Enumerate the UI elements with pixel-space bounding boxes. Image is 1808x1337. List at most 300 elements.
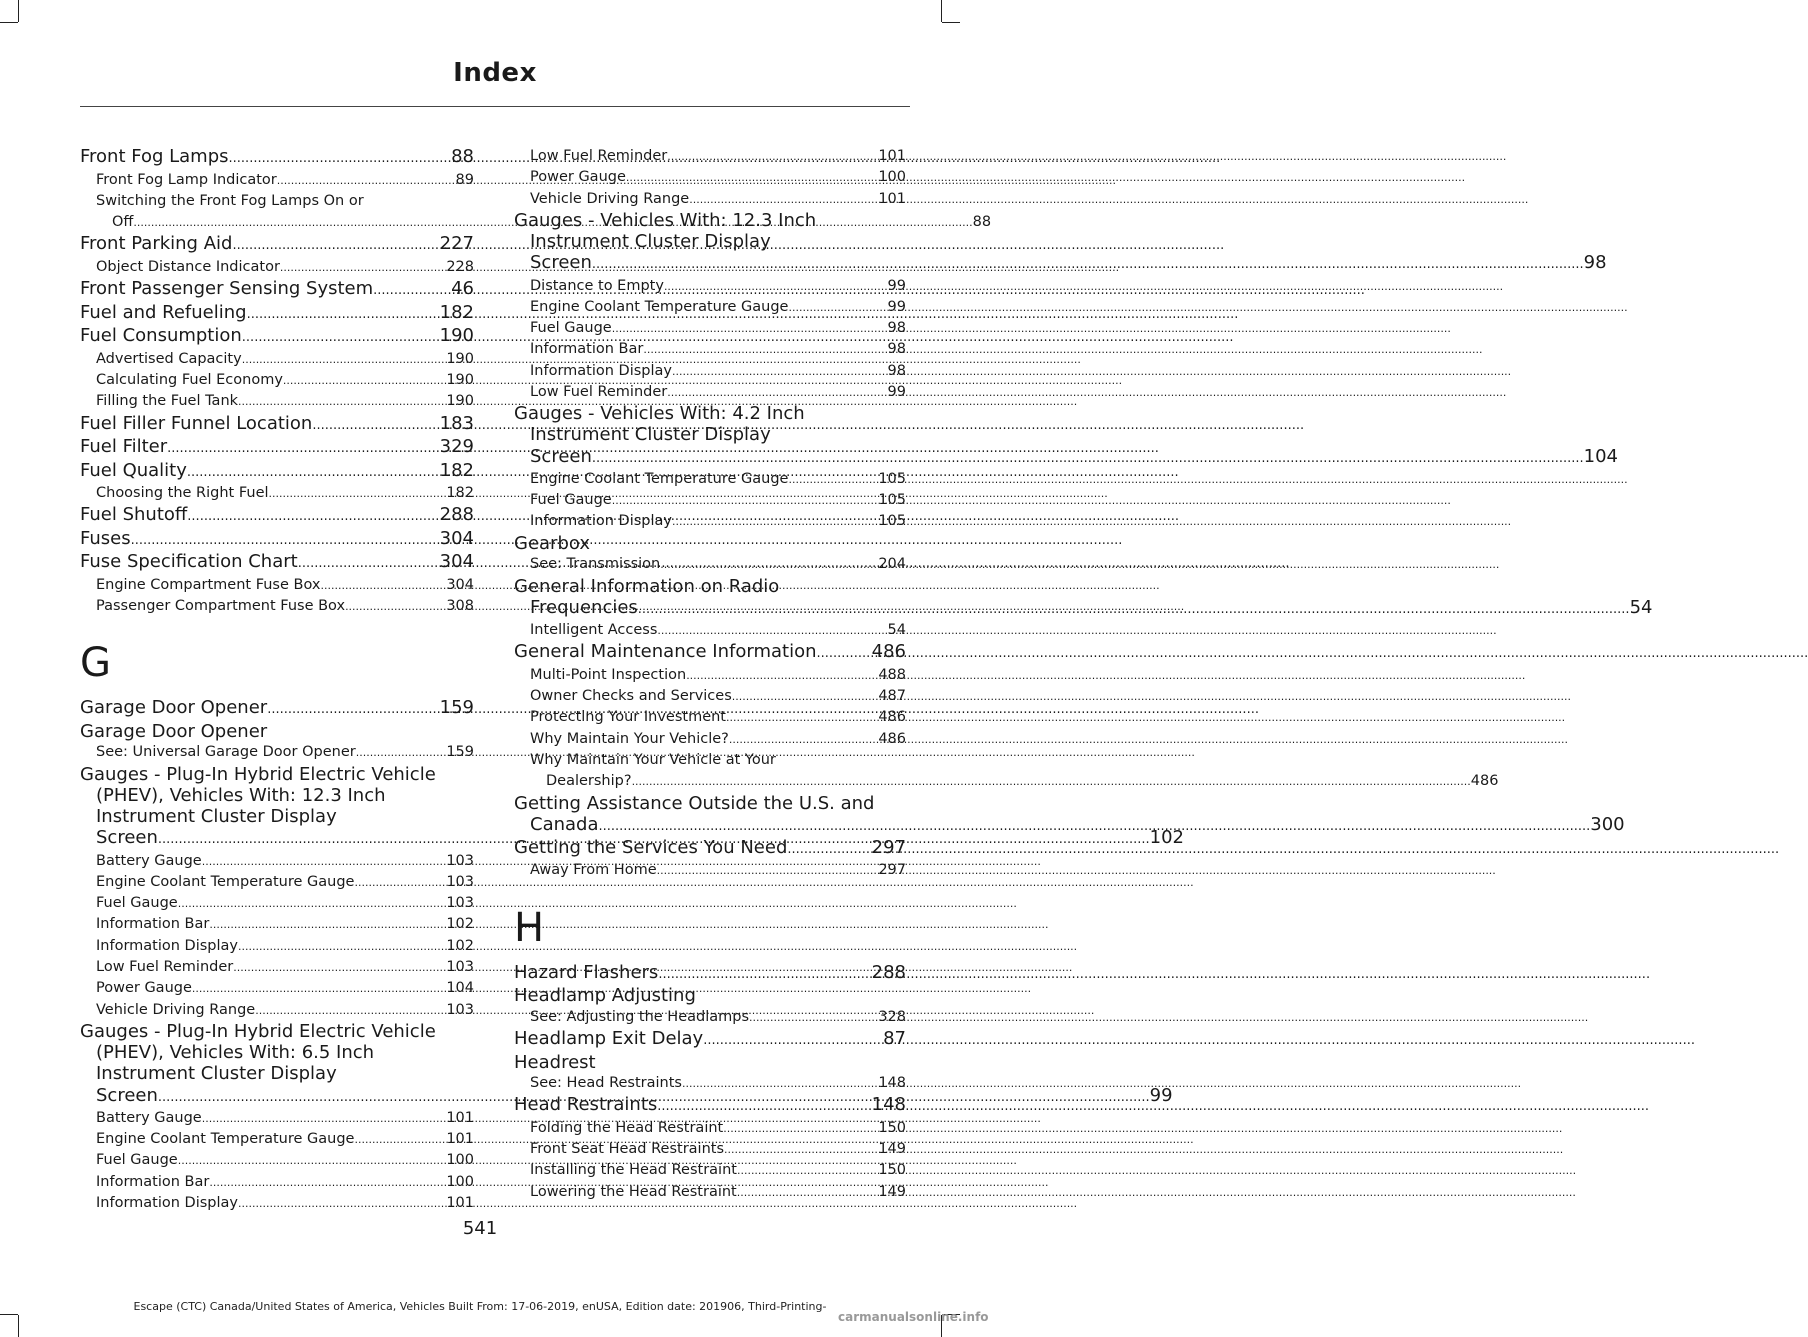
entry-page-number: 102: [446, 916, 474, 933]
entry-page-number: 148: [871, 1094, 906, 1116]
entry-page-number: 101: [446, 1131, 474, 1148]
entry-page-number: 288: [871, 961, 906, 983]
dot-leader: [657, 1096, 871, 1118]
crop-mark: [18, 1315, 19, 1337]
index-subentry[interactable]: [514, 686, 906, 707]
index-entry[interactable]: [80, 460, 474, 484]
dot-leader: [298, 553, 440, 575]
entry-label: Garage Door Opener: [80, 697, 268, 719]
index-entry[interactable]: [514, 962, 906, 986]
dot-leader: [737, 1182, 879, 1203]
index-subentry[interactable]: [514, 382, 906, 403]
entry-label: Engine Coolant Temperature Gauge: [530, 470, 789, 487]
dot-leader: [242, 327, 440, 349]
entry-label: Engine Coolant Temperature Gauge: [96, 1131, 355, 1148]
entry-label: Headlamp Exit Delay: [514, 1028, 704, 1050]
index-entry-heading: Garage Door Opener: [80, 720, 268, 742]
index-entry[interactable]: [80, 528, 474, 552]
entry-page-number: 329: [439, 436, 474, 458]
section-letter-h: H: [514, 904, 545, 951]
entry-label: Gauges - Vehicles With: 12.3 Inch Instrument Cluster Display: [514, 209, 817, 253]
entry-page-number: 105: [878, 470, 906, 487]
index-subentry[interactable]: [514, 490, 906, 511]
dot-leader: [187, 506, 439, 528]
entry-label: Owner Checks and Services: [530, 688, 732, 705]
index-entry[interactable]: [514, 837, 906, 861]
dot-leader: [242, 349, 447, 370]
entry-page-number: 103: [446, 873, 474, 890]
index-subentry[interactable]: [80, 170, 474, 191]
entry-label: Information Bar: [530, 341, 644, 358]
entry-label: Front Fog Lamp Indicator: [96, 171, 277, 188]
entry-label: Fuel Gauge: [96, 1152, 178, 1169]
entry-page-number: 150: [878, 1162, 906, 1179]
dot-leader: [638, 599, 1630, 620]
entry-label: Head Restraints: [514, 1094, 658, 1116]
entry-page-number: 98: [887, 341, 906, 358]
entry-label-end: Off: [112, 214, 134, 231]
entry-page-number: 105: [878, 513, 906, 530]
header-divider: [80, 106, 910, 107]
dot-leader: [280, 257, 446, 278]
page-number: 541: [462, 1218, 498, 1239]
dot-leader: [255, 1000, 446, 1021]
index-entry[interactable]: [514, 641, 906, 665]
entry-label: Fuel and Refueling: [80, 301, 247, 323]
index-subentry[interactable]: [80, 851, 474, 872]
entry-page-number: 87: [883, 1028, 906, 1050]
dot-leader: [749, 1007, 878, 1028]
entry-label: See: Adjusting the Headlamps: [530, 1008, 750, 1025]
entry-group-h: [514, 962, 906, 1203]
index-entry[interactable]: [514, 575, 1653, 620]
crop-mark: [0, 22, 18, 23]
dot-leader: [277, 170, 456, 191]
index-entry[interactable]: [514, 1094, 906, 1118]
entry-label: Passenger Compartment Fuse Box: [96, 598, 346, 615]
entry-page-number: 89: [455, 171, 474, 188]
entry-page-number: 104: [446, 980, 474, 997]
index-subentry[interactable]: [514, 146, 906, 167]
dot-leader: [664, 276, 888, 297]
dot-leader: [592, 448, 1584, 469]
entry-page-number: 100: [446, 1173, 474, 1190]
entry-label: See: Universal Garage Door Opener: [96, 744, 356, 761]
entry-label: See: Head Restraints: [530, 1075, 682, 1092]
index-subentry[interactable]: [80, 370, 474, 391]
watermark: carmanualsonline.info: [838, 1310, 989, 1324]
entry-page-number: 304: [439, 527, 474, 549]
entry-label: Object Distance Indicator: [96, 258, 280, 275]
entry-page-number: 159: [439, 697, 474, 719]
dot-leader: [192, 978, 446, 999]
entry-label: Switching the Front Fog Lamps On or: [96, 192, 364, 209]
entry-label: Calculating Fuel Economy: [96, 371, 283, 388]
entry-label: Front Passenger Sensing System: [80, 278, 374, 300]
dot-leader: [737, 1160, 878, 1181]
dot-leader: [599, 816, 1591, 837]
entry-page-number: 486: [878, 730, 906, 747]
entry-page-number: 297: [878, 862, 906, 879]
entry-label-end: Screen: [530, 252, 592, 274]
index-subentry[interactable]: [80, 936, 474, 957]
entry-page-number: 182: [439, 301, 474, 323]
entry-label: Installing the Head Restraint: [530, 1162, 737, 1179]
crop-mark: [942, 22, 960, 23]
entry-label: Power Gauge: [96, 980, 192, 997]
entry-label: General Information on Radio: [514, 575, 780, 597]
entry-page-number: 328: [878, 1008, 906, 1025]
dot-leader: [202, 1108, 447, 1129]
entry-page-number: 300: [1590, 813, 1625, 835]
entry-page-number: 101: [878, 190, 906, 207]
dot-leader: [229, 148, 452, 170]
entry-label: Fuses: [80, 527, 131, 549]
index-subentry[interactable]: [514, 167, 906, 188]
entry-label: Vehicle Driving Range: [96, 1001, 256, 1018]
dot-leader: [788, 469, 878, 490]
index-subentry[interactable]: [514, 1073, 906, 1094]
index-entry[interactable]: [80, 436, 474, 460]
entry-page-number: 46: [451, 278, 474, 300]
dot-leader: [817, 643, 872, 665]
entry-page-number: 99: [887, 298, 906, 315]
entry-label: Intelligent Access: [530, 621, 658, 638]
dot-leader: [672, 361, 888, 382]
index-subentry[interactable]: [514, 1118, 906, 1139]
entry-page-number: 101: [446, 1109, 474, 1126]
dot-leader: [686, 665, 878, 686]
entry-label: Information Bar: [96, 1173, 210, 1190]
entry-page-number: 488: [878, 666, 906, 683]
index-subentry[interactable]: [514, 1007, 906, 1028]
section-letter-g: G: [80, 640, 111, 687]
index-subentry[interactable]: [80, 1193, 474, 1214]
index-subentry[interactable]: [514, 361, 906, 382]
index-subentry[interactable]: [514, 511, 906, 532]
entry-label: Power Gauge: [530, 169, 626, 186]
dot-leader: [643, 339, 887, 360]
index-subentry[interactable]: [80, 1108, 474, 1129]
index-subentry[interactable]: [80, 742, 474, 763]
entry-label-continuation: [530, 252, 1607, 275]
entry-page-number: 304: [439, 551, 474, 573]
index-subentry[interactable]: [514, 339, 906, 360]
dot-leader: [202, 851, 447, 872]
entry-page-number: 182: [439, 459, 474, 481]
entry-label-end: Screen: [96, 827, 158, 849]
dot-leader: [356, 742, 447, 763]
entry-page-number: 88: [451, 146, 474, 167]
dot-leader: [657, 860, 879, 881]
index-entry[interactable]: [80, 278, 474, 302]
index-subentry[interactable]: [80, 957, 474, 978]
dot-leader: [660, 554, 878, 575]
dot-leader: [723, 1118, 878, 1139]
dot-leader: [232, 235, 439, 257]
dot-leader: [729, 729, 878, 750]
entry-page-number: 487: [878, 688, 906, 705]
entry-label: Battery Gauge: [96, 1109, 202, 1126]
dot-leader: [726, 707, 878, 728]
entry-label: Engine Coolant Temperature Gauge: [530, 298, 789, 315]
dot-leader: [667, 146, 878, 167]
index-subentry[interactable]: [80, 1150, 474, 1171]
index-subentry[interactable]: [80, 1000, 474, 1021]
index-subentry[interactable]: [514, 1182, 906, 1203]
index-entry[interactable]: [80, 504, 474, 528]
entry-page-number: 54: [887, 621, 906, 638]
index-subentry[interactable]: [80, 349, 474, 370]
entry-label: Getting Assistance Outside the U.S. and: [514, 792, 875, 814]
dot-leader: [209, 1172, 446, 1193]
entry-label: Filling the Fuel Tank: [96, 393, 239, 410]
entry-label: Gauges - Plug-In Hybrid Electric Vehicle (PHEV), Vehicles With: 12.3 Inch Instrument Cluster Display: [80, 763, 436, 828]
entry-page-number: 98: [1583, 252, 1607, 274]
entry-label: Advertised Capacity: [96, 350, 242, 367]
dot-leader: [320, 575, 446, 596]
index-subentry[interactable]: [80, 575, 474, 596]
dot-leader: [283, 370, 446, 391]
entry-label: Engine Compartment Fuse Box: [96, 576, 321, 593]
entry-page-number: 104: [1583, 445, 1619, 467]
entry-page-number: 228: [446, 258, 474, 275]
index-entry[interactable]: [80, 413, 474, 437]
index-subentry[interactable]: [80, 596, 474, 617]
entry-label: Gauges - Plug-In Hybrid Electric Vehicle (PHEV), Vehicles With: 6.5 Inch Instrument Cluster Display: [80, 1020, 436, 1085]
index-subentry[interactable]: [514, 1139, 906, 1160]
dot-leader: [632, 771, 1471, 792]
entry-label-continuation: [530, 445, 1619, 469]
entry-label: Fuel Quality: [80, 459, 187, 481]
dot-leader: [626, 167, 878, 188]
entry-page-number: 101: [446, 1194, 474, 1211]
entry-page-number: 227: [439, 233, 474, 255]
dot-leader: [238, 1193, 446, 1214]
index-subentry[interactable]: [514, 469, 906, 490]
index-subentry[interactable]: [80, 872, 474, 893]
entry-page-number: 99: [1149, 1084, 1173, 1106]
entry-label-end: Canada: [530, 813, 599, 835]
dot-leader: [187, 462, 440, 484]
entry-label: Fuel Consumption: [80, 325, 242, 347]
entry-page-number: 190: [446, 393, 474, 410]
index-subentry[interactable]: [514, 297, 906, 318]
entry-page-number: 98: [887, 362, 906, 379]
dot-leader: [354, 872, 446, 893]
dot-leader: [209, 914, 446, 935]
entry-label: Fuel Shutoff: [80, 504, 188, 526]
entry-page-number: 190: [446, 350, 474, 367]
entry-page-number: 149: [878, 1141, 906, 1158]
entry-page-number: 304: [446, 576, 474, 593]
entry-label: Information Bar: [96, 916, 210, 933]
entry-label: Front Seat Head Restraints: [530, 1141, 725, 1158]
entry-label: Why Maintain Your Vehicle at Your: [530, 751, 776, 768]
dot-leader: [612, 318, 888, 339]
index-subentry[interactable]: [80, 483, 474, 504]
entry-label: Getting the Services You Need: [514, 836, 788, 858]
entry-page-number: 159: [446, 744, 474, 761]
entry-page-number: 486: [871, 641, 906, 663]
entry-label: See: Transmission: [530, 556, 661, 573]
entry-page-number: 102: [446, 937, 474, 954]
crop-mark: [0, 1314, 18, 1315]
entry-label: Information Display: [96, 937, 238, 954]
index-subentry[interactable]: [514, 750, 1499, 793]
index-subentry[interactable]: [514, 860, 906, 881]
dot-leader: [233, 957, 446, 978]
index-subentry[interactable]: [514, 189, 906, 210]
entry-label: Low Fuel Reminder: [96, 959, 234, 976]
entry-page-number: 288: [439, 504, 474, 526]
index-subentry[interactable]: [514, 707, 906, 728]
entry-page-number: 190: [446, 371, 474, 388]
entry-label-end: Frequencies: [530, 596, 638, 618]
dot-leader: [672, 511, 878, 532]
entry-page-number: 99: [887, 383, 906, 400]
crop-mark: [18, 0, 19, 22]
entry-label: Hazard Flashers: [514, 961, 659, 983]
entry-label: Information Display: [530, 513, 672, 530]
dot-leader: [373, 280, 451, 302]
entry-label: Battery Gauge: [96, 852, 202, 869]
dot-leader: [689, 189, 878, 210]
index-subentry[interactable]: [80, 1172, 474, 1193]
entry-label: Front Fog Lamps: [80, 146, 229, 167]
entry-page-number: 486: [1470, 773, 1499, 790]
dot-leader: [354, 1129, 446, 1150]
index-entry-heading: Gearbox: [514, 532, 590, 554]
entry-label: Away From Home: [530, 862, 657, 879]
entry-page-number: 190: [439, 325, 474, 347]
entry-page-number: 98: [887, 320, 906, 337]
index-entry[interactable]: [514, 403, 1619, 469]
dot-leader: [788, 297, 887, 318]
dot-leader: [787, 839, 871, 861]
crop-mark: [941, 0, 942, 22]
dot-leader: [178, 1150, 447, 1171]
entry-label: Information Display: [530, 362, 672, 379]
entry-page-number: 103: [446, 959, 474, 976]
entry-label: Lowering the Head Restraint: [530, 1183, 737, 1200]
entry-label: Fuel Filler Funnel Location: [80, 412, 313, 434]
dot-leader: [724, 1139, 878, 1160]
entry-label: Fuel Gauge: [96, 895, 178, 912]
entry-label: Fuel Filter: [80, 436, 168, 458]
index-entry[interactable]: [514, 1028, 906, 1052]
index-entry[interactable]: [514, 792, 1625, 837]
dot-leader: [703, 1030, 883, 1052]
dot-leader: [131, 530, 440, 552]
entry-page-number: 99: [887, 277, 906, 294]
footer-edition-info: Escape (CTC) Canada/United States of America, Vehicles Built From: 17-06-2019, enUSA, Edition date: 201906, Third-Printing-: [133, 1300, 827, 1313]
page-title: Index: [453, 58, 537, 88]
index-subentry[interactable]: [514, 318, 906, 339]
entry-page-number: 88: [972, 214, 992, 231]
entry-label: Choosing the Right Fuel: [96, 485, 269, 502]
dot-leader: [345, 596, 446, 617]
entry-page-number: 103: [446, 1001, 474, 1018]
entry-label: Why Maintain Your Vehicle?: [530, 730, 729, 747]
index-subentry[interactable]: [80, 914, 474, 935]
entry-label: Engine Coolant Temperature Gauge: [96, 873, 355, 890]
dot-leader: [657, 620, 887, 641]
dot-leader: [267, 699, 439, 721]
index-subentry[interactable]: [514, 620, 906, 641]
index-entry-heading: Headrest: [514, 1051, 596, 1073]
entry-label: Vehicle Driving Range: [530, 190, 690, 207]
dot-leader: [592, 254, 1584, 275]
entry-label: Low Fuel Reminder: [530, 383, 668, 400]
index-subentry[interactable]: [80, 1129, 474, 1150]
entry-page-number: 102: [1149, 827, 1185, 849]
index-subentry[interactable]: [514, 1160, 906, 1181]
entry-label: Distance to Empty: [530, 277, 664, 294]
entry-label: Fuel Gauge: [530, 492, 612, 509]
entry-page-number: 204: [878, 556, 906, 573]
dot-leader: [238, 391, 446, 412]
entry-page-number: 183: [439, 412, 474, 434]
index-entry[interactable]: [80, 233, 474, 257]
entry-page-number: 148: [878, 1075, 906, 1092]
entry-page-number: 150: [878, 1119, 906, 1136]
dot-leader: [732, 686, 879, 707]
entry-label-end: Screen: [96, 1084, 158, 1106]
entry-page-number: 54: [1629, 596, 1653, 618]
index-entry[interactable]: [80, 551, 474, 575]
entry-page-number: 149: [878, 1183, 906, 1200]
entry-page-number: 308: [446, 598, 474, 615]
entry-page-number: 486: [878, 709, 906, 726]
index-subentry[interactable]: [80, 391, 474, 412]
dot-leader: [658, 964, 871, 986]
entry-page-number: 103: [446, 895, 474, 912]
dot-leader: [312, 415, 439, 437]
entry-label: Folding the Head Restraint: [530, 1119, 724, 1136]
dot-leader: [178, 893, 447, 914]
index-subentry[interactable]: [80, 893, 474, 914]
entry-label-continuation: [530, 813, 1625, 837]
entry-page-number: 101: [878, 148, 906, 164]
index-entry[interactable]: [80, 302, 474, 326]
index-subentry[interactable]: [514, 729, 906, 750]
entry-page-number: 100: [878, 169, 906, 186]
entry-label-continuation: [112, 212, 992, 233]
entry-label: Low Fuel Reminder: [530, 148, 668, 164]
entry-label-continuation: [546, 771, 1499, 792]
entry-page-number: 182: [446, 485, 474, 502]
entry-label-continuation: [530, 596, 1653, 620]
entry-label: Fuse Specification Chart: [80, 551, 298, 573]
index-subentry[interactable]: [514, 665, 906, 686]
index-entry[interactable]: [80, 325, 474, 349]
index-entry[interactable]: [80, 697, 474, 721]
entry-label: Front Parking Aid: [80, 233, 233, 255]
dot-leader: [238, 936, 446, 957]
dot-leader: [167, 438, 439, 460]
index-entry[interactable]: [80, 146, 474, 170]
entry-page-number: 105: [878, 492, 906, 509]
entry-label: Protecting Your Investment: [530, 709, 726, 726]
entry-label-end: Dealership?: [546, 773, 632, 790]
index-subentry[interactable]: [80, 257, 474, 278]
index-subentry[interactable]: [514, 276, 906, 297]
entry-label: Fuel Gauge: [530, 320, 612, 337]
index-subentry[interactable]: [514, 554, 906, 575]
entry-label: General Maintenance Information: [514, 641, 817, 663]
index-subentry[interactable]: [80, 978, 474, 999]
